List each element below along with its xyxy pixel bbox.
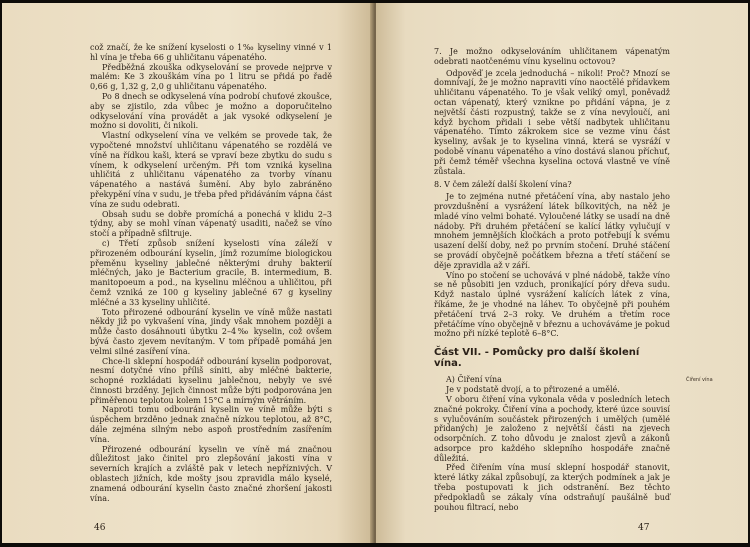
q8-paragraph: Víno po stočení se uchovává v plné nádobě, takže víno se ně působiti jen vzduch, pronikající póry dřeva sudu. Když nastalo úplné vysrážení kalících látek z vína, říkáme, že je vhodné na láhev. To obyčejně při pouhém přetáčení trvá 2–3 roky. Ve druhém a třetím roce přetáčíme víno obyčejně v březnu a uchováváme je pokud možno při nízké teplotě 6–8°C. (434, 270, 670, 339)
left-paragraph: Přirozené odbourání kyselin ve víně má značnou důležitost jako činitel pro zlepšování jakosti vína v severních krajích a zvláště pak v letech nepříznivých. V oblastech jižních, kde mošty jsou zpravidla málo kyselé, znamená odbourání kyselin často značné zhoršení jakosti vína. (90, 444, 332, 503)
question-8-heading: 8. V čem záleží další školení vína? (434, 180, 572, 190)
left-paragraph: Po 8 dnech se odkyselená vína podrobí chuťové zkoušce, aby se zjistilo, zda vůbec je možno a doporučitelno odkyselování vína provádět a jak vysoké odkyselení je možno si dovoliti, či nikoli. (90, 91, 332, 131)
left-paragraph: Toto přirozené odbourání kyselin ve víně může nastati někdy již po vykvašení vína, jindy však mnohem později a může často dosáhnouti úbytku 2–4‰ kyselin, což ovšem bývá často zjevem nevítaným. V tom případě pomáhá jen velmi silné zasíření vína. (90, 307, 332, 356)
book-spread (2, 3, 748, 543)
left-paragraph: Předběžná zkouška odkyselování se provede nejprve v malém: Ke 3 zkouškám vína po 1 litru se přidá po řadě 0,66 g, 1,32 g, 2,0 g uhličitanu vápenatého. (90, 62, 332, 92)
left-paragraph: což značí, že ke snížení kyselosti o 1‰ kyseliny vinné v 1 hl vína je třeba 66 g uhličitanu vápenatého. (90, 43, 332, 62)
section-a-heading: A) Čiření vína (446, 375, 502, 385)
left-page (2, 3, 374, 543)
margin-note: Čiření vína (686, 377, 713, 383)
left-paragraph: Vlastní odkyselení vína ve velkém se provede tak, že vypočtené množství uhličitanu vápenatého se rozdělá ve víně na řídkou kaši, která se vpraví beze zbytku do sudu s vínem, k odkyselení určeným. Při tom vzniká kyselina uhličitá z uhličitanu vápenatého za tvorby vínanu vápenatého a nastává šumění. Aby bylo zabráněno překypění vína v sudu, je třeba před přidáváním vápna část vína ze sudu odebrati. (90, 131, 332, 209)
chapter-heading: Část VII. - Pomůcky pro další školení vína. (434, 347, 640, 370)
section-a-paragraph: V oboru čiření vína vykonala věda v posledních letech značné pokroky. Čiření vína a pochody, které úzce souvisí s vylučováním součástek přirozených i umělých (umělé přidaných) je založeno z největší části na zjevech odsorpčních. Z toho důvodu je znalost zjevů a zákonů adsorpce pro každého sklepního hospodáře značně důležitá. (434, 394, 670, 463)
section-a-body (434, 385, 670, 512)
right-page (376, 3, 748, 543)
section-a-paragraph: Je v podstatě dvojí, a to přirozené a umělé. (446, 385, 620, 395)
question-8-block (434, 180, 670, 190)
question-8-body (434, 192, 670, 339)
section-a-paragraph: Před čiřením vína musí sklepní hospodář stanovit, které látky zákal způsobují, za kterých podmínek a jak je třeba postupovati k jich odstranění. Bez těchto předpokladů se zákaly vína odstraňují paušálně buď pouhou filtrací, nebo (434, 463, 670, 512)
left-paragraph: Chce-li sklepní hospodář odbourání kyselin podporovat, nesmí dotyčné víno příliš síniti, aby mléčné bakterie, schopné rozkládati kyselinu jablečnou, nebyly ve své činnosti brzděny. Jejich činnost může býti podporována jen přiměřenou teplotou kolem 15°C a mírným větráním. (90, 356, 332, 405)
q8-paragraph: Je to zejména nutné přetáčení vína, aby nastalo jeho provzdušnění a vysrážení látek bílkovitých, na něž je mladé víno velmi bohaté. Vyloučené látky se usadí na dně nádoby. Při druhém přetáčení se kalící látky vylučují v mnohem jemnějších kločkách a proto potřebují k svému usazení delší doby, než po prvním stočení. Druhé stáčení se provádí obyčejně počátkem března a třetí stáčení se děje zpravidla až v září. (434, 192, 670, 270)
question-7-block (434, 47, 670, 67)
page-number-left: 46 (94, 523, 106, 533)
q7-paragraph: Odpověď je zcela jednoduchá – nikoli! Proč? Mnozí se domnívají, že je možno napraviti víno naoctělé přídavkem uhličitanu vápenatého. To je však veliký omyl, poněvadž octan vápenatý, který vznikne po přidání vápna, je z největší části rozpustný, takže se z vína nevyloučí, ani když bychom přidali i sebe větší nadbytek uhličitanu vápenatého. Tímto zákrokem sice se vezme vínu část kyseliny, avšak je to kyselina vinná, která se vysráží v podobě vínanu vápenatého a víno dostává slanou příchuť, při čemž téměř všechna kyselina octová vlastně ve víně zůstala. (434, 68, 670, 176)
page-number-right: 47 (638, 523, 650, 533)
left-paragraph: Obsah sudu se dobře promíchá a ponechá v klidu 2–3 týdny, aby se mohl vínan vápenatý usaditi, načež se víno stočí a případně sfiltruje. (90, 209, 332, 239)
question-7-body (434, 69, 670, 177)
question-7-heading: 7. Je možno odkyselováním uhličitanem vápenatým odebrati naotčenému vínu kyselinu octovou? (434, 47, 670, 66)
left-paragraph: c) Třetí způsob snížení kyselosti vína záleží v přirozeném odbourání kyselin, jímž rozumíme biologickou přeměnu kyseliny jablečné některými druhy bakterií mléčných, jako je Bacterium gracile, B. intermedium, B. manitopoeum a pod., na kyselinu mléčnou a uhličitou, při čemž vzniká ze 100 g kyseliny jablečné 67 g kyseliny mléčné a 33 kyseliny uhličité. (90, 238, 332, 307)
left-page-body (90, 43, 332, 503)
left-paragraph: Naproti tomu odbourání kyselin ve víně může býti s úspěchem brzděno jednak značně nízkou teplotou, až 8°C, dále zejména silným nebo aspoň prostředním zasířením vína. (90, 405, 332, 444)
